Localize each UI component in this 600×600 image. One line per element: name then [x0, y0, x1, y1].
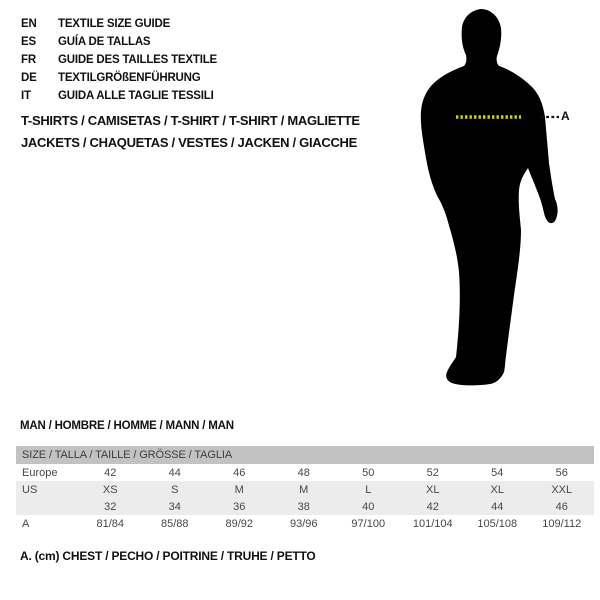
language-code: FR [21, 54, 36, 66]
measure-label-a: A [561, 109, 570, 123]
language-label: GUIDA ALLE TAGLIE TESSILI [58, 90, 214, 102]
size-cell: 40 [362, 500, 375, 513]
size-cell: 32 [104, 500, 117, 513]
size-cell: 85/88 [160, 517, 189, 530]
table-row-us-letters [16, 481, 594, 498]
language-label: TEXTILE SIZE GUIDE [58, 18, 171, 30]
language-label: TEXTILGRÖßENFÜHRUNG [58, 72, 201, 84]
language-code: ES [21, 36, 36, 48]
language-code: IT [21, 90, 31, 102]
language-row-de [21, 69, 217, 87]
garment-categories [21, 110, 360, 154]
category-line-jackets: JACKETS / CHAQUETAS / VESTES / JACKEN / GIACCHE [21, 135, 357, 150]
row-label: A [22, 517, 30, 530]
section-title: MAN / HOMBRE / HOMME / MANN / MAN [20, 420, 234, 432]
size-cell: 52 [426, 466, 439, 479]
language-label: GUIDE DES TAILLES TEXTILE [58, 54, 217, 66]
language-row-en [21, 15, 217, 33]
size-table [16, 446, 594, 532]
size-cell: 50 [362, 466, 375, 479]
size-cell: XXL [551, 483, 573, 496]
size-cell: 46 [233, 466, 246, 479]
size-cell: 101/104 [412, 517, 453, 530]
size-cell: 42 [426, 500, 439, 513]
language-row-fr [21, 51, 217, 69]
size-cell: 54 [491, 466, 504, 479]
size-cell: 46 [555, 500, 568, 513]
size-cell: L [365, 483, 372, 496]
language-code: DE [21, 72, 37, 84]
size-cell: 56 [555, 466, 568, 479]
table-row-europe [16, 464, 594, 481]
language-code: EN [21, 18, 37, 30]
size-cell: XL [490, 483, 504, 496]
language-row-es [21, 33, 217, 51]
language-label: GUÍA DE TALLAS [58, 36, 151, 48]
table-row-chest-cm [16, 515, 594, 532]
size-cell: 93/96 [289, 517, 318, 530]
table-row-us-numbers [16, 498, 594, 515]
size-cell: 89/92 [225, 517, 254, 530]
size-cell: 44 [168, 466, 181, 479]
language-list [21, 15, 217, 105]
size-cell: 44 [491, 500, 504, 513]
row-label: US [22, 483, 38, 496]
size-table-header: SIZE / TALLA / TAILLE / GRÖSSE / TAGLIA [16, 446, 594, 464]
measurement-footnote: A. (cm) CHEST / PECHO / POITRINE / TRUHE / PETTO [20, 549, 316, 563]
size-cell: 81/84 [96, 517, 125, 530]
size-cell: M [234, 483, 244, 496]
size-cell: 36 [233, 500, 246, 513]
size-cell: 105/108 [477, 517, 518, 530]
man-silhouette-shape [421, 9, 558, 385]
size-cell: S [171, 483, 179, 496]
size-cell: 34 [168, 500, 181, 513]
size-cell: XL [426, 483, 440, 496]
category-line-tshirts: T-SHIRTS / CAMISETAS / T-SHIRT / T-SHIRT / MAGLIETTE [21, 113, 360, 128]
size-cell: 38 [297, 500, 310, 513]
row-label: Europe [22, 466, 58, 479]
size-cell: 97/100 [351, 517, 386, 530]
size-cell: M [299, 483, 309, 496]
size-cell: 42 [104, 466, 117, 479]
size-cell: 109/112 [542, 517, 582, 530]
language-row-it [21, 87, 217, 105]
man-silhouette [405, 0, 580, 395]
size-cell: 48 [297, 466, 310, 479]
size-cell: XS [102, 483, 118, 496]
